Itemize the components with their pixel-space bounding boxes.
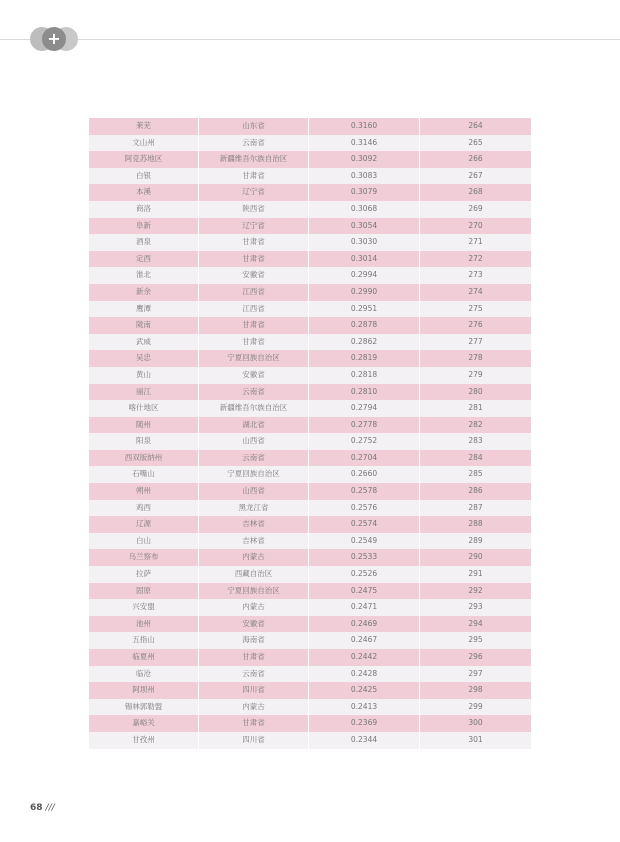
score-cell: 0.3092 xyxy=(309,151,420,168)
city-cell: 定西 xyxy=(89,251,199,268)
table-row xyxy=(89,699,531,716)
table-row xyxy=(89,732,531,749)
score-cell: 0.3068 xyxy=(309,201,420,218)
rank-cell: 275 xyxy=(468,303,483,313)
rank-cell: 279 xyxy=(468,369,483,379)
score-cell: 0.2810 xyxy=(309,384,420,401)
table-row xyxy=(89,400,531,417)
province-cell: 江西省 xyxy=(199,284,309,301)
province-cell: 山西省 xyxy=(199,483,309,500)
city-cell: 锡林郭勒盟 xyxy=(89,699,199,716)
city-cell: 甘孜州 xyxy=(89,732,199,749)
city-cell: 乌兰察布 xyxy=(89,549,199,566)
rank-cell: 267 xyxy=(468,170,483,180)
province-cell: 四川省 xyxy=(199,682,309,699)
table-row xyxy=(89,516,531,533)
score-cell: 0.2818 xyxy=(309,367,420,384)
rank-cell: 283 xyxy=(468,436,483,446)
score-cell: 0.2469 xyxy=(309,616,420,633)
rank-cell: 298 xyxy=(468,685,483,695)
score-cell: 0.3014 xyxy=(309,251,420,268)
rank-cell: 294 xyxy=(468,618,483,628)
score-cell: 0.2994 xyxy=(309,267,420,284)
table-row xyxy=(89,334,531,351)
province-cell: 内蒙古 xyxy=(199,699,309,716)
rank-cell: 284 xyxy=(468,452,483,462)
rank-cell: 297 xyxy=(468,668,483,678)
rank-cell: 281 xyxy=(468,403,483,413)
city-cell: 五指山 xyxy=(89,632,199,649)
city-cell: 本溪 xyxy=(89,184,199,201)
province-cell: 甘肃省 xyxy=(199,168,309,185)
province-cell: 吉林省 xyxy=(199,533,309,550)
score-cell: 0.2990 xyxy=(309,284,420,301)
city-cell: 石嘴山 xyxy=(89,466,199,483)
city-cell: 西双版纳州 xyxy=(89,450,199,467)
province-cell: 辽宁省 xyxy=(199,184,309,201)
province-cell: 陕西省 xyxy=(199,201,309,218)
province-cell: 安徽省 xyxy=(199,367,309,384)
table-row xyxy=(89,301,531,318)
rank-cell: 301 xyxy=(468,734,483,744)
rank-cell: 276 xyxy=(468,320,483,330)
table-row xyxy=(89,384,531,401)
rank-cell: 268 xyxy=(468,187,483,197)
rank-cell: 273 xyxy=(468,270,483,280)
rank-cell: 277 xyxy=(468,336,483,346)
score-cell: 0.2428 xyxy=(309,666,420,683)
score-cell: 0.3054 xyxy=(309,218,420,235)
table-row xyxy=(89,118,531,135)
city-cell: 酒泉 xyxy=(89,234,199,251)
province-cell: 宁夏回族自治区 xyxy=(199,583,309,600)
score-cell: 0.2526 xyxy=(309,566,420,583)
table-row xyxy=(89,632,531,649)
rank-cell: 290 xyxy=(468,552,483,562)
score-cell: 0.2369 xyxy=(309,715,420,732)
rank-cell: 265 xyxy=(468,137,483,147)
province-cell: 甘肃省 xyxy=(199,649,309,666)
table-row xyxy=(89,616,531,633)
rank-cell: 299 xyxy=(468,701,483,711)
table-row xyxy=(89,566,531,583)
province-cell: 云南省 xyxy=(199,450,309,467)
city-cell: 阜新 xyxy=(89,218,199,235)
city-cell: 阿克苏地区 xyxy=(89,151,199,168)
table-row xyxy=(89,251,531,268)
score-cell: 0.2576 xyxy=(309,500,420,517)
page-number-value: 68 xyxy=(30,803,43,813)
city-cell: 黄山 xyxy=(89,367,199,384)
rank-cell: 288 xyxy=(468,519,483,529)
rank-cell: 296 xyxy=(468,652,483,661)
province-cell: 甘肃省 xyxy=(199,234,309,251)
city-cell: 池州 xyxy=(89,616,199,633)
province-cell: 安徽省 xyxy=(199,267,309,284)
province-cell: 云南省 xyxy=(199,135,309,152)
city-cell: 陇南 xyxy=(89,317,199,334)
city-cell: 拉萨 xyxy=(89,566,199,583)
score-cell: 0.2778 xyxy=(309,417,420,434)
province-cell: 吉林省 xyxy=(199,516,309,533)
table-row xyxy=(89,599,531,616)
table-row xyxy=(89,500,531,517)
rank-cell: 274 xyxy=(468,286,483,296)
rank-cell: 285 xyxy=(468,469,483,479)
province-cell: 山东省 xyxy=(199,118,309,135)
page-number xyxy=(30,803,55,813)
province-cell: 安徽省 xyxy=(199,616,309,633)
city-cell: 固原 xyxy=(89,583,199,600)
table-row xyxy=(89,417,531,434)
province-cell: 甘肃省 xyxy=(199,251,309,268)
score-cell: 0.2425 xyxy=(309,682,420,699)
table-row xyxy=(89,234,531,251)
city-cell: 阿坝州 xyxy=(89,682,199,699)
province-cell: 宁夏回族自治区 xyxy=(199,350,309,367)
province-cell: 内蒙古 xyxy=(199,599,309,616)
province-cell: 云南省 xyxy=(199,384,309,401)
city-cell: 莱芜 xyxy=(89,118,199,135)
score-cell: 0.2819 xyxy=(309,350,420,367)
province-cell: 辽宁省 xyxy=(199,218,309,235)
province-cell: 甘肃省 xyxy=(199,334,309,351)
province-cell: 黑龙江省 xyxy=(199,500,309,517)
province-cell: 江西省 xyxy=(199,301,309,318)
score-cell: 0.2442 xyxy=(309,649,420,666)
score-cell: 0.3030 xyxy=(309,234,420,251)
table-row xyxy=(89,450,531,467)
province-cell: 内蒙古 xyxy=(199,549,309,566)
score-cell: 0.2862 xyxy=(309,334,420,351)
table-row xyxy=(89,715,531,732)
province-cell: 海南省 xyxy=(199,632,309,649)
province-cell: 新疆维吾尔族自治区 xyxy=(199,400,309,417)
province-cell: 宁夏回族自治区 xyxy=(199,466,309,483)
city-cell: 吴忠 xyxy=(89,350,199,367)
table-row xyxy=(89,466,531,483)
city-cell: 白银 xyxy=(89,168,199,185)
rank-cell: 280 xyxy=(468,386,483,396)
ranking-table xyxy=(89,118,531,749)
table-row xyxy=(89,533,531,550)
city-cell: 丽江 xyxy=(89,384,199,401)
page-number-slashes: /// xyxy=(45,803,55,813)
rank-cell: 291 xyxy=(468,569,483,579)
rank-cell: 292 xyxy=(468,585,483,595)
province-cell: 新疆维吾尔族自治区 xyxy=(199,151,309,168)
table-row xyxy=(89,284,531,301)
score-cell: 0.2574 xyxy=(309,516,420,533)
score-cell: 0.2951 xyxy=(309,301,420,318)
table-row xyxy=(89,350,531,367)
score-cell: 0.3160 xyxy=(309,118,420,135)
plus-icon: + xyxy=(47,29,61,48)
province-cell: 湖北省 xyxy=(199,417,309,434)
score-cell: 0.2471 xyxy=(309,599,420,616)
table-row xyxy=(89,682,531,699)
rank-cell: 300 xyxy=(468,718,483,728)
table-row xyxy=(89,317,531,334)
rank-cell: 286 xyxy=(468,486,483,496)
province-cell: 甘肃省 xyxy=(199,317,309,334)
table-row xyxy=(89,433,531,450)
city-cell: 鸡西 xyxy=(89,500,199,517)
rank-cell: 269 xyxy=(468,203,483,213)
table-row xyxy=(89,184,531,201)
city-cell: 文山州 xyxy=(89,135,199,152)
rank-cell: 272 xyxy=(468,253,483,263)
rank-cell: 293 xyxy=(468,602,483,612)
score-cell: 0.2752 xyxy=(309,433,420,450)
rank-cell: 295 xyxy=(468,635,483,645)
score-cell: 0.2878 xyxy=(309,317,420,334)
rank-cell: 282 xyxy=(468,419,483,429)
table-row xyxy=(89,151,531,168)
score-cell: 0.2549 xyxy=(309,533,420,550)
city-cell: 嘉峪关 xyxy=(89,715,199,732)
logo xyxy=(30,26,80,52)
rank-cell: 271 xyxy=(468,237,483,247)
city-cell: 兴安盟 xyxy=(89,599,199,616)
city-cell: 朔州 xyxy=(89,483,199,500)
city-cell: 喀什地区 xyxy=(89,400,199,417)
table-row xyxy=(89,267,531,284)
score-cell: 0.2467 xyxy=(309,632,420,649)
table-row xyxy=(89,218,531,235)
province-cell: 四川省 xyxy=(199,732,309,749)
table-row xyxy=(89,549,531,566)
score-cell: 0.2533 xyxy=(309,549,420,566)
city-cell: 武威 xyxy=(89,334,199,351)
city-cell: 鹰潭 xyxy=(89,301,199,318)
rank-cell: 264 xyxy=(468,121,483,130)
score-cell: 0.2475 xyxy=(309,583,420,600)
rank-cell: 266 xyxy=(468,154,483,164)
score-cell: 0.3146 xyxy=(309,135,420,152)
header-divider xyxy=(0,39,620,40)
city-cell: 白山 xyxy=(89,533,199,550)
table-row xyxy=(89,367,531,384)
table-row xyxy=(89,168,531,185)
score-cell: 0.2344 xyxy=(309,732,420,749)
province-cell: 山西省 xyxy=(199,433,309,450)
province-cell: 云南省 xyxy=(199,666,309,683)
table-row xyxy=(89,483,531,500)
score-cell: 0.2704 xyxy=(309,450,420,467)
city-cell: 商洛 xyxy=(89,201,199,218)
city-cell: 临夏州 xyxy=(89,649,199,666)
city-cell: 辽源 xyxy=(89,516,199,533)
table-row xyxy=(89,649,531,666)
table-row xyxy=(89,583,531,600)
city-cell: 随州 xyxy=(89,417,199,434)
province-cell: 甘肃省 xyxy=(199,715,309,732)
score-cell: 0.2794 xyxy=(309,400,420,417)
score-cell: 0.2660 xyxy=(309,466,420,483)
city-cell: 淮北 xyxy=(89,267,199,284)
score-cell: 0.2413 xyxy=(309,699,420,716)
rank-cell: 287 xyxy=(468,502,483,512)
table-row xyxy=(89,201,531,218)
score-cell: 0.2578 xyxy=(309,483,420,500)
city-cell: 新余 xyxy=(89,284,199,301)
province-cell: 西藏自治区 xyxy=(199,566,309,583)
table-row xyxy=(89,135,531,152)
rank-cell: 278 xyxy=(468,353,483,363)
table-row xyxy=(89,666,531,683)
score-cell: 0.3079 xyxy=(309,184,420,201)
city-cell: 临沧 xyxy=(89,666,199,683)
rank-cell: 289 xyxy=(468,535,483,545)
rank-cell: 270 xyxy=(468,220,483,230)
score-cell: 0.3083 xyxy=(309,168,420,185)
city-cell: 阳泉 xyxy=(89,433,199,450)
